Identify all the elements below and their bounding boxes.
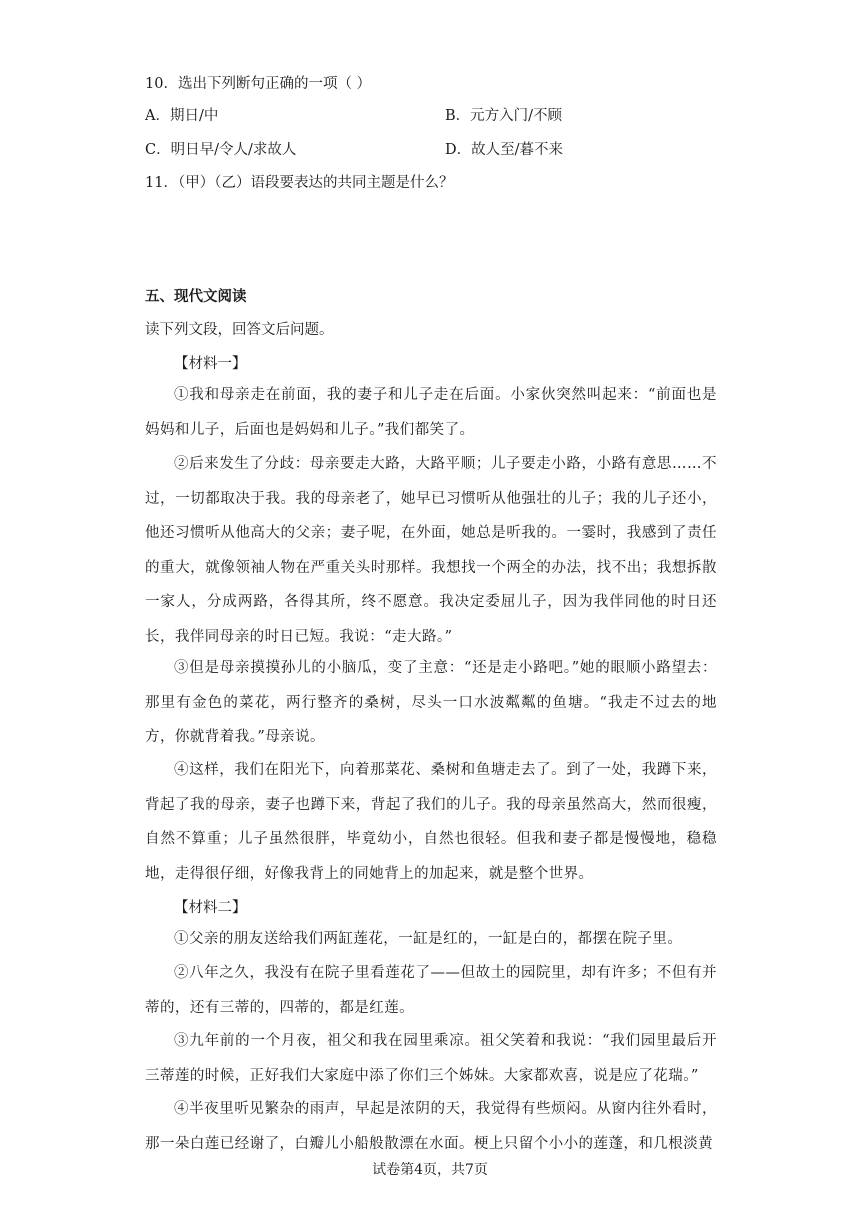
option-c: C．明日早/令人/求故人	[145, 142, 297, 158]
material-1-paragraph-1: ①我和母亲走在前面，我的妻子和儿子走在后面。小家伙突然叫起来：“前面也是妈妈和儿子，后面也是妈妈和儿子。”我们都笑了。	[145, 387, 717, 438]
option-d: D．故人至/暮不来	[445, 142, 564, 158]
material-1-label: 【材料一】	[174, 356, 247, 372]
question-11-stem: 11．（甲）（乙）语段要表达的共同主题是什么？	[145, 175, 454, 191]
material-1-paragraph-2: ②后来发生了分歧：母亲要走大路，大路平顺；儿子要走小路，小路有意思……不过，一切都取决于我。我的母亲老了，她早已习惯听从他强壮的儿子；我的儿子还小，他还习惯听从他高大的父亲；妻子呢，在外面，她总是听我的。一霎时，我感到了责任的重大，就像领袖人物在严重关头时那样。我想找一个两全的办法，找不出；我想拆散一家人，分成两路，各得其所，终不愿意。我决定委屈儿子，因为我伴同他的时日还长，我伴同母亲的时日已短。我说：“走大路。”	[145, 456, 717, 645]
material-1-paragraph-4: ④这样，我们在阳光下，向着那菜花、桑树和鱼塘走去了。到了一处，我蹲下来，背起了我的母亲，妻子也蹲下来，背起了我们的儿子。我的母亲虽然高大，然而很瘦，自然不算重；儿子虽然很胖，毕竟幼小，自然也很轻。但我和妻子都是慢慢地，稳稳地，走得很仔细，好像我背上的同她背上的加起来，就是整个世界。	[145, 762, 717, 882]
section-heading: 五、现代文阅读	[145, 288, 247, 305]
question-10-stem: 10．选出下列断句正确的一项（ ）	[145, 76, 372, 92]
page-footer: 试卷第4页，共7页	[372, 1162, 488, 1178]
material-2-paragraph-3: ③九年前的一个月夜，祖父和我在园里乘凉。祖父笑着和我说：“我们园里最后开三蒂莲的时候，正好我们大家庭中添了你们三个姊妹。大家都欢喜，说是应了花瑞。”	[145, 1033, 717, 1084]
section-intro: 读下列文段，回答文后问题。	[145, 322, 334, 338]
material-2-label: 【材料二】	[174, 900, 247, 916]
material-2-paragraph-1: ①父亲的朋友送给我们两缸莲花，一缸是红的，一缸是白的，都摆在院子里。	[174, 931, 683, 947]
material-2-paragraph-4: ④半夜里听见繁杂的雨声，早起是浓阴的天，我觉得有些烦闷。从窗内往外看时，那一朵白莲已经谢了，白瓣儿小船般散漂在水面。梗上只留个小小的莲蓬，和几根淡黄	[145, 1101, 717, 1152]
option-b: B．元方入门/不顾	[445, 108, 563, 124]
material-2-paragraph-2: ②八年之久，我没有在院子里看莲花了——但故土的园院里，却有许多；不但有并蒂的，还有三蒂的，四蒂的，都是红莲。	[145, 965, 717, 1016]
option-a: A．期日/中	[145, 108, 219, 124]
material-1-paragraph-3: ③但是母亲摸摸孙儿的小脑瓜，变了主意：“还是走小路吧。”她的眼顺小路望去：那里有金色的菜花，两行整齐的桑树，尽头一口水波粼粼的鱼塘。“我走不过去的地方，你就背着我。”母亲说。	[145, 660, 717, 746]
